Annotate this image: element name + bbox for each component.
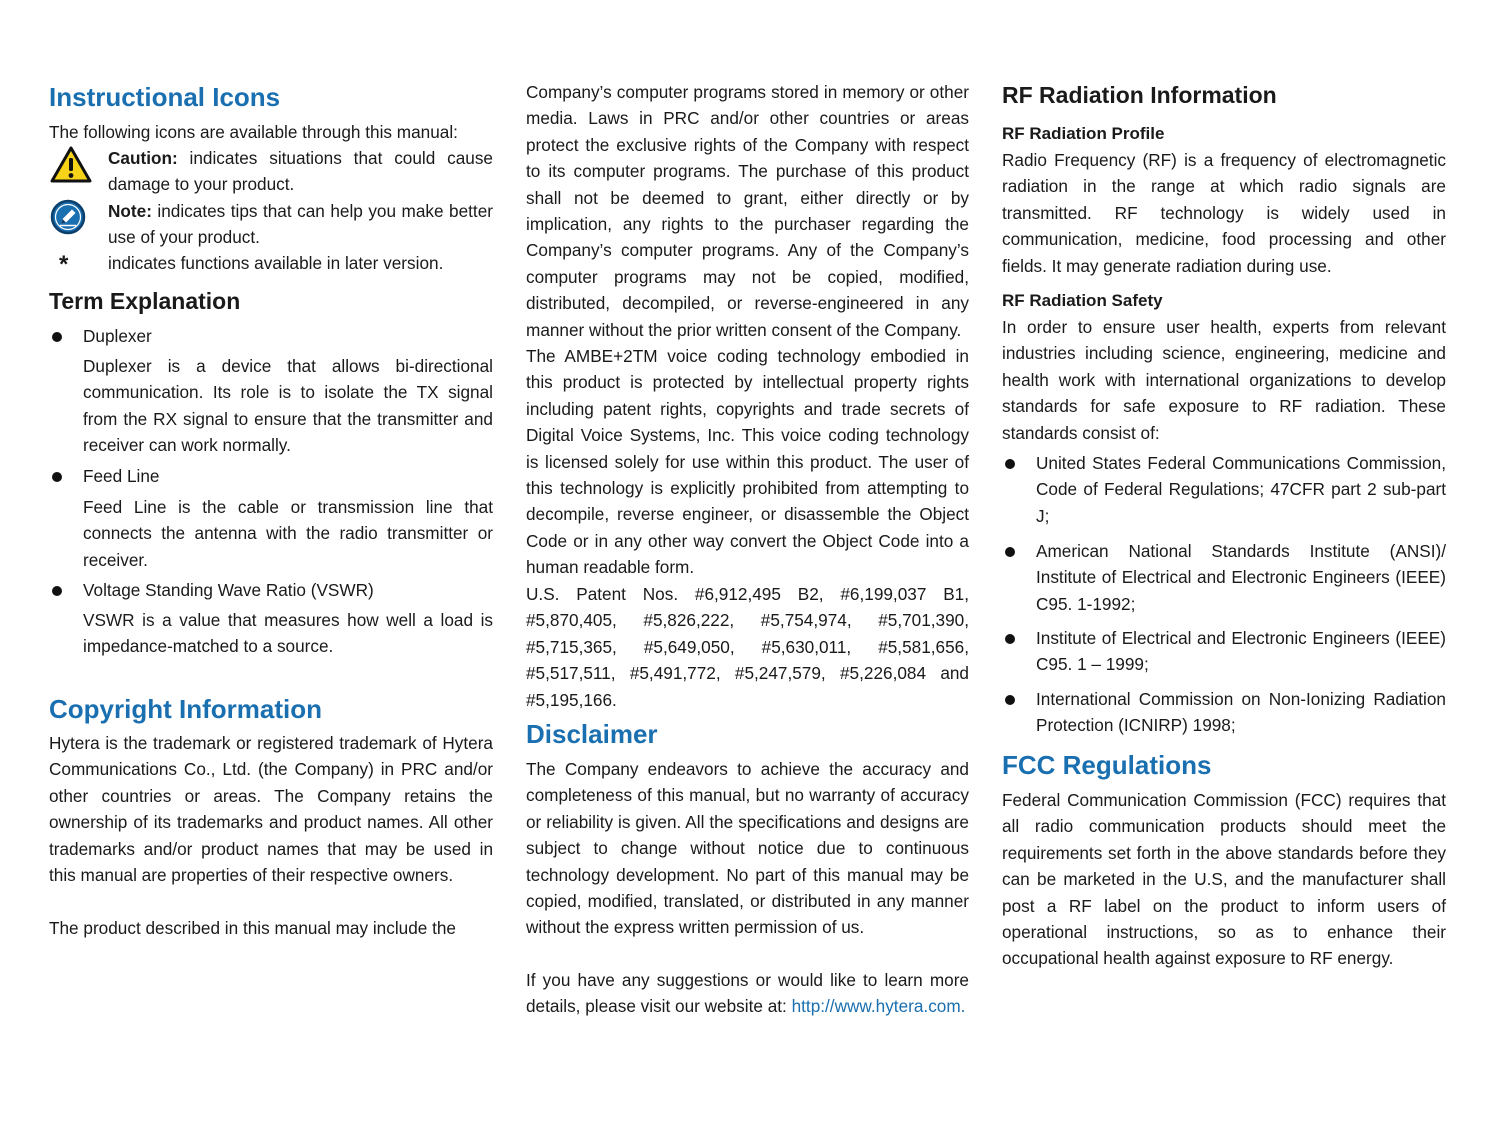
fcc-text: Federal Communication Commission (FCC) requires that all radio communication products should meet the requirements set forth in the above standards before they can be marketed in the U.S, and the manufacturer shall post a RF label on the product to inform users of operational instructions, so as to enhance their occupational health against exposure to RF energy. — [1002, 790, 1446, 969]
rf-safety-text: In order to ensure user health, experts from relevant industries including science, engineering, medicine and health work with international organizations to develop standards for safe exposure to RF radiation. These standards consist of: — [1002, 317, 1446, 443]
standard-text: International Commission on Non-Ionizing Radiation Protection (ICNIRP) 1998; — [1036, 689, 1446, 736]
term-title: Voltage Standing Wave Ratio (VSWR) — [83, 580, 374, 600]
later-version-text: indicates functions available in later version. — [108, 253, 444, 273]
warning-triangle-icon — [49, 145, 93, 189]
ambe-paragraph: The AMBE+2TM voice coding technology embodied in this product is protected by intellectual property rights including patent rights, copyrights and trade secrets of Digital Voice Systems, Inc. This voice coding technology is licensed solely for use within this product. The user of this technology is explicitly prohibited from attempting to decompile, reverse engineer, or disassemble the Object Code or in any other way convert the Object Code into a human readable form. — [526, 346, 969, 578]
copyright-para-1: Hytera is the trademark or registered trademark of Hytera Communications Co., Ltd. (the Company) in PRC and/or other countries or areas. The Company retains the ownership of its trademarks and product names. All other trademarks and/or product names that may be used in this manual are properties of their respective owners. — [49, 733, 493, 886]
rf-safety-heading: RF Radiation Safety — [1002, 291, 1163, 310]
note-desc: indicates tips that can help you make better use of your product. — [108, 201, 493, 248]
website-link[interactable]: http://www.hytera.com. — [791, 996, 966, 1017]
caution-label: Caution: — [108, 148, 178, 168]
disclaimer-para-1: The Company endeavors to achieve the accuracy and completeness of this manual, but no warranty of accuracy or reliability is given. All the specifications and designs are subject to change without notice due to continuous technology development. No part of this manual may be copied, modified, translated, or distributed in any manner without the express written permission of us. — [526, 759, 969, 938]
term-explanation-heading: Term Explanation — [49, 288, 241, 314]
instructional-icons-heading: Instructional Icons — [49, 82, 281, 112]
rf-radiation-heading: RF Radiation Information — [1002, 82, 1277, 108]
caution-text — [108, 145, 493, 198]
icons-intro: The following icons are available through this manual: — [49, 122, 458, 142]
rf-profile-text: Radio Frequency (RF) is a frequency of electromagnetic radiation in the range at which radio signals are transmitted. RF technology is widely used in communication, medicine, food processing and other fields. It may generate radiation during use. — [1002, 150, 1446, 276]
bullet-icon — [1005, 634, 1015, 644]
term-desc: VSWR is a value that measures how well a load is impedance-matched to a source. — [83, 610, 493, 657]
term-title: Feed Line — [83, 466, 160, 486]
bullet-icon — [1005, 547, 1015, 557]
disclaimer-para-2 — [526, 967, 969, 1020]
star-icon: * — [59, 251, 69, 278]
bullet-icon — [1005, 459, 1015, 469]
caution-desc: indicates situations that could cause damage to your product. — [108, 148, 493, 195]
standard-text: United States Federal Communications Commission, Code of Federal Regulations; 47CFR part 2 sub-part J; — [1036, 453, 1446, 526]
disclaimer-heading: Disclaimer — [526, 719, 658, 749]
bullet-icon — [52, 472, 62, 482]
standard-text: American National Standards Institute (ANSI)/ Institute of Electrical and Electronic Engineers (IEEE) C95. 1-1992; — [1036, 541, 1446, 614]
patents-paragraph: U.S. Patent Nos. #6,912,495 B2, #6,199,037 B1, #5,870,405, #5,826,222, #5,754,974, #5,701,390, #5,715,365, #5,649,050, #5,630,011, #5,581,656, #5,517,511, #5,491,772, #5,247,579, #5,226,084 and #5,195,166. — [526, 584, 969, 710]
fcc-heading: FCC Regulations — [1002, 750, 1212, 780]
note-text — [108, 198, 493, 251]
copyright-heading: Copyright Information — [49, 694, 322, 724]
term-desc: Duplexer is a device that allows bi-directional communication. Its role is to isolate the TX signal from the RX signal to ensure that the transmitter and receiver can work normally. — [83, 356, 493, 456]
term-title: Duplexer — [83, 326, 152, 346]
website-prompt: If you have any suggestions or would like to learn more details, please visit our website at: — [526, 970, 969, 1017]
bullet-icon — [1005, 695, 1015, 705]
copyright-para-2: The product described in this manual may include the — [49, 918, 456, 938]
bullet-icon — [52, 332, 62, 342]
bullet-icon — [52, 586, 62, 596]
term-desc: Feed Line is the cable or transmission line that connects the antenna with the radio transmitter or receiver. — [83, 497, 493, 570]
pencil-note-icon — [49, 198, 93, 242]
rf-profile-heading: RF Radiation Profile — [1002, 124, 1165, 143]
copyright-continued: Company’s computer programs stored in memory or other media. Laws in PRC and/or other countries or areas protect the exclusive rights of the Company with respect to its computer programs. The purchase of this product shall not be deemed to grant, either directly or by implication, any rights to the purchaser regarding the Company’s computer programs. Any of the Company’s computer programs may not be copied, modified, distributed, decompiled, or reverse-engineered in any manner without the prior written consent of the Company. — [526, 82, 969, 340]
note-label: Note: — [108, 201, 152, 221]
standard-text: Institute of Electrical and Electronic Engineers (IEEE) C95. 1 – 1999; — [1036, 628, 1446, 675]
